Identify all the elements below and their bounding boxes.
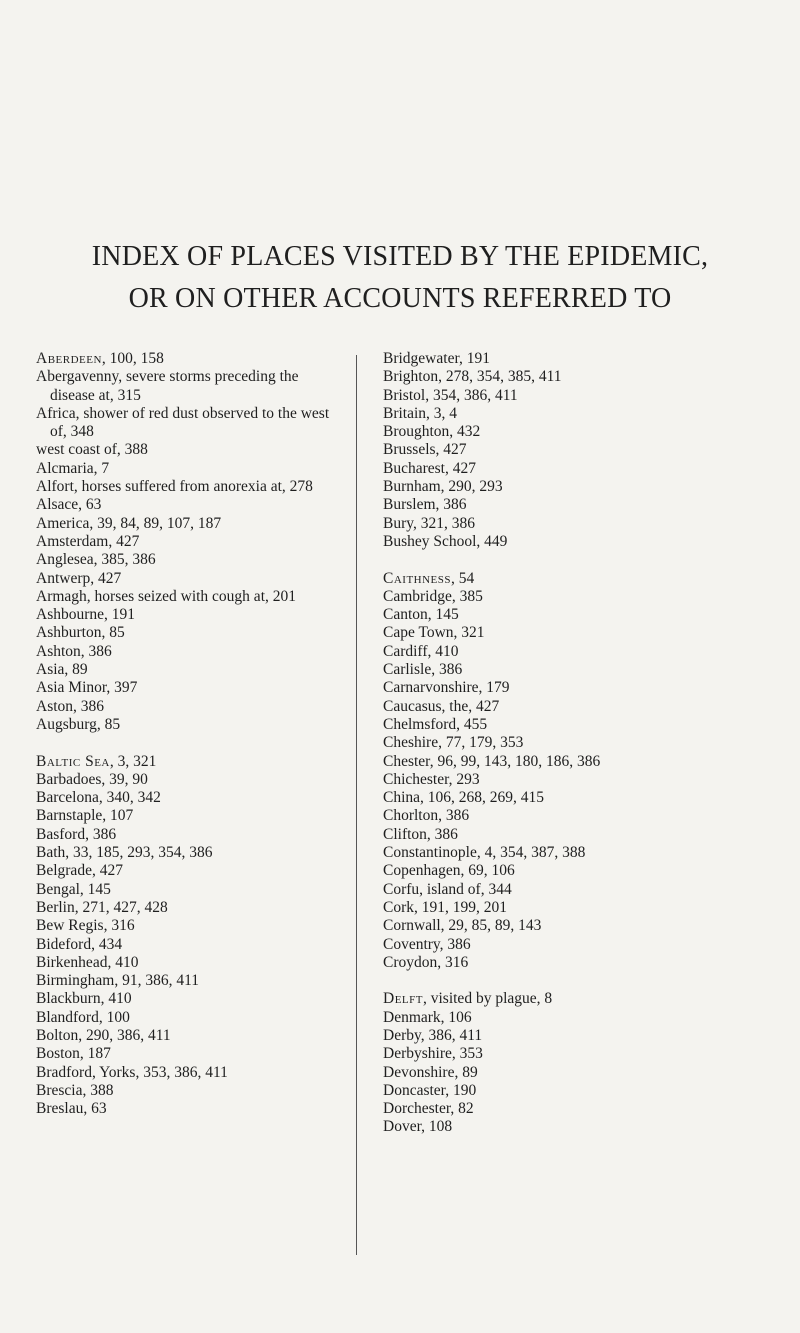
index-entry: Doncaster, 190 — [383, 1081, 477, 1099]
entry-pages: , visited by plague, 8 — [422, 990, 553, 1008]
index-entry: Birmingham, 91, 386, 411 — [36, 972, 200, 990]
index-entry: Bucharest, 427 — [383, 459, 476, 477]
letter-heading: Aberdeen — [36, 350, 102, 367]
index-entry: Blackburn, 410 — [36, 990, 132, 1008]
index-entry: Carlisle, 386 — [383, 661, 463, 679]
index-entry: Carnarvonshire, 179 — [383, 679, 510, 697]
index-entry: Bradford, Yorks, 353, 386, 411 — [36, 1063, 228, 1081]
index-entry: Devonshire, 89 — [383, 1063, 478, 1081]
index-entry: Bengal, 145 — [36, 880, 111, 898]
index-entry: Brighton, 278, 354, 385, 411 — [383, 368, 562, 386]
index-entry: Barcelona, 340, 342 — [36, 789, 161, 807]
column-divider — [356, 355, 357, 1255]
index-entry: Aston, 386 — [36, 697, 105, 715]
index-entry: America, 39, 84, 89, 107, 187 — [36, 514, 222, 532]
index-entry: Cardiff, 410 — [383, 642, 459, 660]
letter-heading: Delft — [383, 990, 423, 1008]
index-entry: Derbyshire, 353 — [383, 1045, 483, 1063]
index-entry: Coventry, 386 — [383, 935, 471, 953]
title-line-2: OR ON OTHER ACCOUNTS REFERRED TO — [128, 283, 672, 314]
index-entry: west coast of, 388 — [36, 441, 148, 459]
index-entry: Croydon, 316 — [383, 953, 469, 971]
index-entry: Constantinople, 4, 354, 387, 388 — [383, 844, 586, 862]
index-entry: Antwerp, 427 — [36, 569, 122, 587]
entry-pages: , 54 — [451, 569, 475, 587]
index-entry: Corfu, island of, 344 — [383, 880, 512, 898]
index-entry: Ashburton, 85 — [36, 624, 125, 642]
index-entry: Bristol, 354, 386, 411 — [383, 386, 518, 404]
index-entry: Burnham, 290, 293 — [383, 478, 503, 496]
index-entry — [36, 350, 338, 368]
index-entry: Alfort, horses suffered from anorexia at, 278 — [36, 478, 313, 496]
index-entry: China, 106, 268, 269, 415 — [383, 789, 545, 807]
index-entry: Birkenhead, 410 — [36, 953, 139, 971]
index-entry: Asia Minor, 397 — [36, 679, 138, 697]
index-entry: Cape Town, 321 — [383, 624, 485, 642]
index-entry: Basford, 386 — [36, 825, 117, 843]
index-entry — [383, 990, 723, 1008]
letter-heading: Baltic Sea — [36, 752, 110, 770]
index-entry: Denmark, 106 — [383, 1008, 472, 1026]
index-entry: Barbadoes, 39, 90 — [36, 770, 148, 788]
index-entry: Dorchester, 82 — [383, 1100, 474, 1118]
index-entry: Amsterdam, 427 — [36, 532, 140, 550]
index-entry: Alcmaria, 7 — [36, 459, 110, 477]
letter-heading: Caithness — [383, 569, 452, 587]
index-entry: Belgrade, 427 — [36, 862, 123, 880]
entry-pages: , 100, 158 — [101, 350, 164, 367]
index-entry: Bew Regis, 316 — [36, 917, 135, 935]
index-entry: Bushey School, 449 — [383, 532, 508, 550]
index-entry: Derby, 386, 411 — [383, 1026, 483, 1044]
index-entry: Bury, 321, 386 — [383, 514, 475, 532]
index-entry: Chester, 96, 99, 143, 180, 186, 386 — [383, 752, 601, 770]
index-entry: Bideford, 434 — [36, 935, 123, 953]
index-entry: Abergavenny, severe storms preceding the disease at, 315 — [36, 368, 299, 404]
index-entry: Ashbourne, 191 — [36, 606, 136, 624]
index-entry: Ashton, 386 — [36, 642, 112, 660]
index-entry: Augsburg, 85 — [36, 715, 121, 733]
index-entry: Bridgewater, 191 — [383, 350, 490, 367]
index-entry: Chelmsford, 455 — [383, 715, 488, 733]
index-entry: Bolton, 290, 386, 411 — [36, 1026, 171, 1044]
index-entry: Boston, 187 — [36, 1045, 111, 1063]
index-entry: Barnstaple, 107 — [36, 807, 134, 825]
page-title — [0, 236, 800, 320]
index-entry: Brussels, 427 — [383, 441, 467, 459]
index-entry: Chorlton, 386 — [383, 807, 470, 825]
index-entry: Broughton, 432 — [383, 423, 481, 441]
index-entry: Africa, shower of red dust observed to the west of, 348 — [36, 404, 330, 441]
index-entry — [36, 753, 338, 771]
index-entry: Burslem, 386 — [383, 496, 467, 514]
index-entry: Alsace, 63 — [36, 496, 102, 514]
index-entry: Anglesea, 385, 386 — [36, 551, 156, 569]
index-entry: Dover, 108 — [383, 1118, 453, 1136]
index-entry: Britain, 3, 4 — [383, 404, 458, 422]
index-entry: Clifton, 386 — [383, 825, 458, 843]
index-entry: Blandford, 100 — [36, 1008, 130, 1026]
index-column-left — [36, 350, 338, 1118]
index-entry: Breslau, 63 — [36, 1100, 107, 1118]
index-entry: Cambridge, 385 — [383, 587, 483, 605]
index-entry: Copenhagen, 69, 106 — [383, 862, 515, 880]
index-entry: Cheshire, 77, 179, 353 — [383, 734, 524, 752]
index-entry: Asia, 89 — [36, 661, 88, 679]
index-entry — [383, 570, 723, 588]
index-entry: Canton, 145 — [383, 606, 459, 624]
index-column-right — [383, 350, 723, 1137]
index-entry: Caucasus, the, 427 — [383, 697, 500, 715]
entry-pages: , 3, 321 — [109, 752, 157, 770]
title-line-1: INDEX OF PLACES VISITED BY THE EPIDEMIC, — [91, 241, 709, 272]
index-entry: Berlin, 271, 427, 428 — [36, 898, 168, 916]
index-entry: Cork, 191, 199, 201 — [383, 898, 507, 916]
index-entry: Chichester, 293 — [383, 770, 480, 788]
index-entry: Armagh, horses seized with cough at, 201 — [36, 587, 296, 605]
index-entry: Bath, 33, 185, 293, 354, 386 — [36, 844, 213, 862]
index-entry: Brescia, 388 — [36, 1081, 114, 1099]
index-entry: Cornwall, 29, 85, 89, 143 — [383, 917, 542, 935]
